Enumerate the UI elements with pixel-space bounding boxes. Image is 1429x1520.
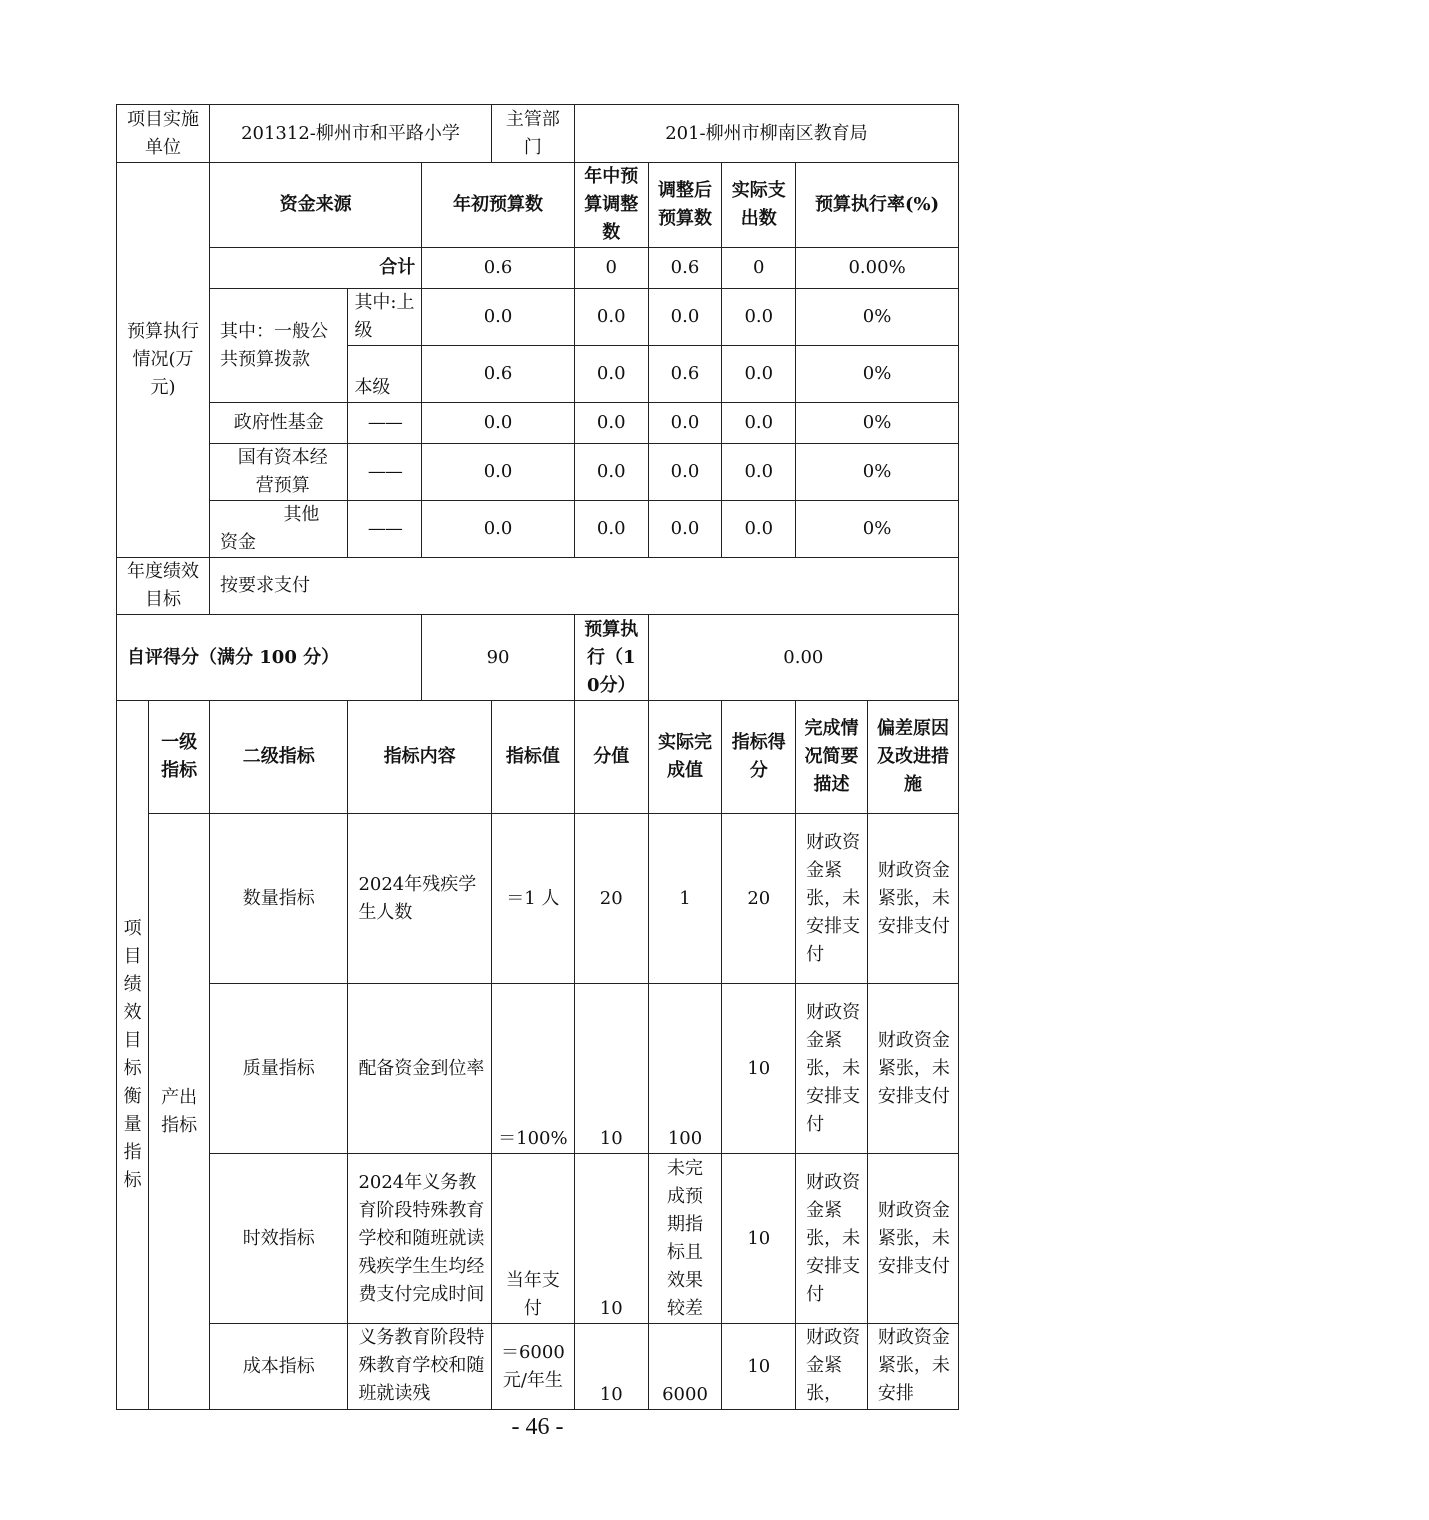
indicator-actual: 100 — [648, 984, 722, 1154]
col-fund-source: 资金来源 — [209, 163, 421, 248]
indicator-score: 10 — [722, 984, 796, 1154]
col-mid-adjust: 年中预算调整数 — [574, 163, 648, 248]
performance-table — [116, 104, 959, 1410]
indicator-content-text: 义务教育阶段特殊教育学校和随班就读残 — [358, 1327, 485, 1404]
upper-label: 其中:上级 — [348, 289, 422, 346]
gov-fund-dash: —— — [348, 403, 422, 444]
indicator-points: 10 — [574, 1324, 648, 1410]
indicator-score: 20 — [722, 814, 796, 984]
other-rate: 0% — [796, 501, 959, 558]
gov-fund-label: 政府性基金 — [209, 403, 347, 444]
deviation-reason: 财政资金紧张，未安排支付 — [867, 1154, 958, 1324]
local-rate: 0% — [796, 346, 959, 403]
upper-adjusted: 0.0 — [648, 289, 722, 346]
indicator-score: 10 — [722, 1324, 796, 1410]
indicator-target: 当年支付 — [491, 1154, 574, 1324]
col-level2: 二级指标 — [209, 701, 347, 814]
indicator-actual: 6000 — [648, 1324, 722, 1410]
state-capital-mid: 0.0 — [574, 444, 648, 501]
state-capital-initial: 0.0 — [422, 444, 575, 501]
self-score-label: 自评得分（满分 100 分） — [117, 615, 422, 701]
indicator-actual: 1 — [648, 814, 722, 984]
local-actual: 0.0 — [722, 346, 796, 403]
total-actual: 0 — [722, 248, 796, 289]
state-capital-rate: 0% — [796, 444, 959, 501]
exec-score-label: 预算执行（10分） — [574, 615, 648, 701]
goal-label: 年度绩效目标 — [117, 558, 210, 615]
state-capital-label: 国有资本经营预算 — [209, 444, 347, 501]
state-capital-adjusted: 0.0 — [648, 444, 722, 501]
indicator-target: ＝100% — [491, 984, 574, 1154]
completion-desc-text: 财政资金紧张， — [806, 1327, 861, 1404]
total-adjusted: 0.6 — [648, 248, 722, 289]
indicator-content: 2024年义务教育阶段特殊教育学校和随班就读残疾学生生均经费支付完成时间 — [348, 1154, 492, 1324]
indicator-content: 2024年残疾学生人数 — [348, 814, 492, 984]
indicator-score: 10 — [722, 1154, 796, 1324]
local-mid: 0.0 — [574, 346, 648, 403]
unit-label: 项目实施单位 — [117, 105, 210, 163]
level2-label: 时效指标 — [209, 1154, 347, 1324]
upper-rate: 0% — [796, 289, 959, 346]
local-label: 本级 — [348, 346, 422, 403]
state-capital-actual: 0.0 — [722, 444, 796, 501]
indicator-actual: 未完成预期指标且效果较差 — [648, 1154, 722, 1324]
upper-mid: 0.0 — [574, 289, 648, 346]
indicator-content — [348, 1324, 492, 1410]
level2-label: 数量指标 — [209, 814, 347, 984]
total-initial: 0.6 — [422, 248, 575, 289]
total-rate: 0.00% — [796, 248, 959, 289]
total-mid: 0 — [574, 248, 648, 289]
deviation-reason — [867, 1324, 958, 1410]
col-points: 分值 — [574, 701, 648, 814]
col-actual-value: 实际完成值 — [648, 701, 722, 814]
indicator-points: 10 — [574, 984, 648, 1154]
other-fund-label-line1: 其他 — [283, 504, 320, 525]
unit-value: 201312-柳州市和平路小学 — [209, 105, 491, 163]
col-exec-rate: 预算执行率(%) — [796, 163, 959, 248]
upper-actual: 0.0 — [722, 289, 796, 346]
indicator-target: ＝1 人 — [491, 814, 574, 984]
budget-section-label: 预算执行情况(万元) — [117, 163, 210, 558]
other-initial: 0.0 — [422, 501, 575, 558]
level1-output-label: 产出指标 — [149, 814, 210, 1410]
deviation-reason: 财政资金紧张，未安排支付 — [867, 814, 958, 984]
completion-desc: 财政资金紧张，未安排支付 — [796, 814, 868, 984]
goal-value: 按要求支付 — [209, 558, 958, 615]
completion-desc: 财政资金紧张，未安排支付 — [796, 1154, 868, 1324]
other-adjusted: 0.0 — [648, 501, 722, 558]
local-adjusted: 0.6 — [648, 346, 722, 403]
deviation-reason-text: 财政资金紧张，未安排 — [877, 1327, 950, 1404]
indicator-points: 20 — [574, 814, 648, 984]
col-initial-budget: 年初预算数 — [422, 163, 575, 248]
completion-desc — [796, 1324, 868, 1410]
general-budget-label: 其中：一般公共预算拨款 — [209, 289, 347, 403]
dept-label: 主管部门 — [491, 105, 574, 163]
col-deviation-reason: 偏差原因及改进措施 — [867, 701, 958, 814]
gov-fund-actual: 0.0 — [722, 403, 796, 444]
indicator-target: ＝6000元/年生 — [491, 1324, 574, 1410]
local-initial: 0.6 — [422, 346, 575, 403]
upper-initial: 0.0 — [422, 289, 575, 346]
indicator-points: 10 — [574, 1154, 648, 1324]
col-content: 指标内容 — [348, 701, 492, 814]
col-level1: 一级指标 — [149, 701, 210, 814]
total-label: 合计 — [209, 248, 421, 289]
indicators-section-label: 项目绩效目标衡量指标 — [123, 918, 142, 1191]
gov-fund-rate: 0% — [796, 403, 959, 444]
other-fund-label — [209, 501, 347, 558]
other-actual: 0.0 — [722, 501, 796, 558]
exec-score-value: 0.00 — [648, 615, 958, 701]
col-completion-desc: 完成情况简要描述 — [796, 701, 868, 814]
other-fund-label-line2: 资金 — [219, 532, 256, 553]
col-actual-spend: 实际支出数 — [722, 163, 796, 248]
level2-label: 成本指标 — [209, 1324, 347, 1410]
page-number: - 46 - — [511, 1414, 564, 1440]
state-capital-dash: —— — [348, 444, 422, 501]
gov-fund-mid: 0.0 — [574, 403, 648, 444]
col-target: 指标值 — [491, 701, 574, 814]
self-score-value: 90 — [422, 615, 575, 701]
level2-label: 质量指标 — [209, 984, 347, 1154]
col-adjusted-budget: 调整后预算数 — [648, 163, 722, 248]
other-dash: —— — [348, 501, 422, 558]
deviation-reason: 财政资金紧张，未安排支付 — [867, 984, 958, 1154]
indicator-content: 配备资金到位率 — [348, 984, 492, 1154]
completion-desc: 财政资金紧张，未安排支付 — [796, 984, 868, 1154]
dept-value: 201-柳州市柳南区教育局 — [574, 105, 958, 163]
gov-fund-adjusted: 0.0 — [648, 403, 722, 444]
col-indicator-score: 指标得分 — [722, 701, 796, 814]
indicators-section-cell — [117, 701, 149, 1410]
gov-fund-initial: 0.0 — [422, 403, 575, 444]
other-mid: 0.0 — [574, 501, 648, 558]
